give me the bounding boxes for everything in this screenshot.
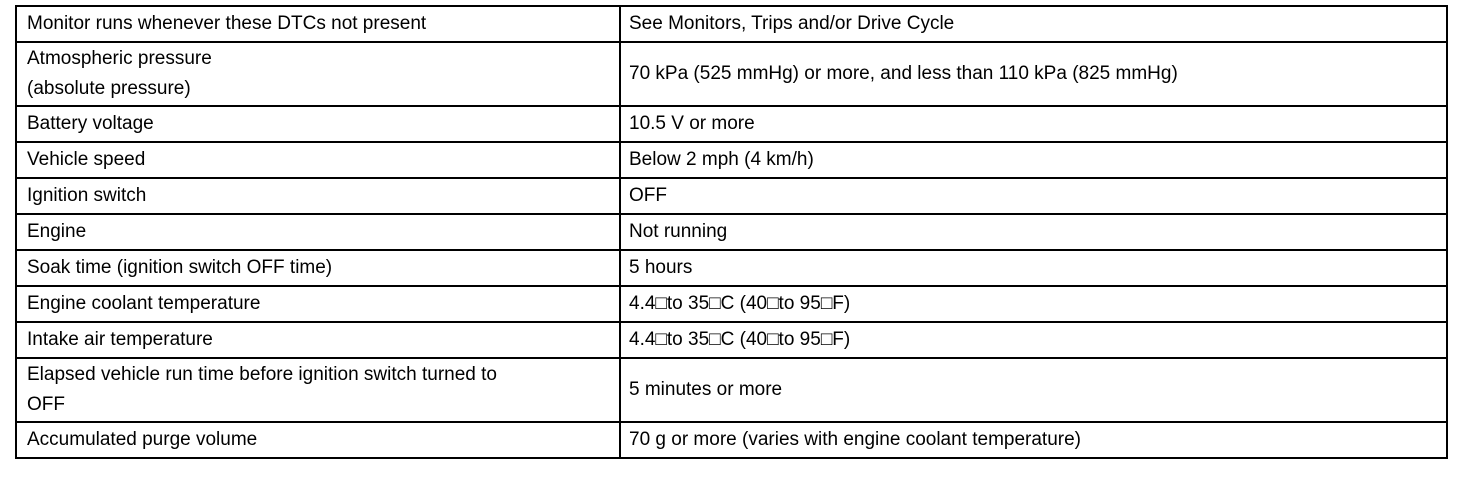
item-cell: Engine coolant temperature	[16, 286, 620, 322]
table-row	[16, 358, 1447, 422]
condition-cell: See Monitors, Trips and/or Drive Cycle	[620, 6, 1447, 42]
table-row	[16, 214, 1447, 250]
table-row	[16, 286, 1447, 322]
condition-cell: Below 2 mph (4 km/h)	[620, 142, 1447, 178]
item-cell: Intake air temperature	[16, 322, 620, 358]
condition-cell: 5 minutes or more	[620, 358, 1447, 422]
item-cell: Monitor runs whenever these DTCs not present	[16, 6, 620, 42]
item-cell: Soak time (ignition switch OFF time)	[16, 250, 620, 286]
table-row	[16, 42, 1447, 106]
condition-cell: OFF	[620, 178, 1447, 214]
item-cell: Elapsed vehicle run time before ignition switch turned to OFF	[16, 358, 620, 422]
table-row	[16, 142, 1447, 178]
item-cell: Atmospheric pressure (absolute pressure)	[16, 42, 620, 106]
item-cell: Engine	[16, 214, 620, 250]
item-cell: Accumulated purge volume	[16, 422, 620, 458]
condition-cell: Not running	[620, 214, 1447, 250]
table-row	[16, 106, 1447, 142]
item-cell: Ignition switch	[16, 178, 620, 214]
condition-cell: 70 kPa (525 mmHg) or more, and less than 110 kPa (825 mmHg)	[620, 42, 1447, 106]
table-row	[16, 250, 1447, 286]
table-row	[16, 322, 1447, 358]
condition-cell: 4.4□to 35□C (40□to 95□F)	[620, 286, 1447, 322]
condition-cell: 70 g or more (varies with engine coolant temperature)	[620, 422, 1447, 458]
condition-cell: 5 hours	[620, 250, 1447, 286]
item-cell: Vehicle speed	[16, 142, 620, 178]
monitor-conditions-table	[15, 5, 1448, 459]
condition-cell: 10.5 V or more	[620, 106, 1447, 142]
table-row	[16, 6, 1447, 42]
table-row	[16, 422, 1447, 458]
table-row	[16, 178, 1447, 214]
item-cell: Battery voltage	[16, 106, 620, 142]
condition-cell: 4.4□to 35□C (40□to 95□F)	[620, 322, 1447, 358]
